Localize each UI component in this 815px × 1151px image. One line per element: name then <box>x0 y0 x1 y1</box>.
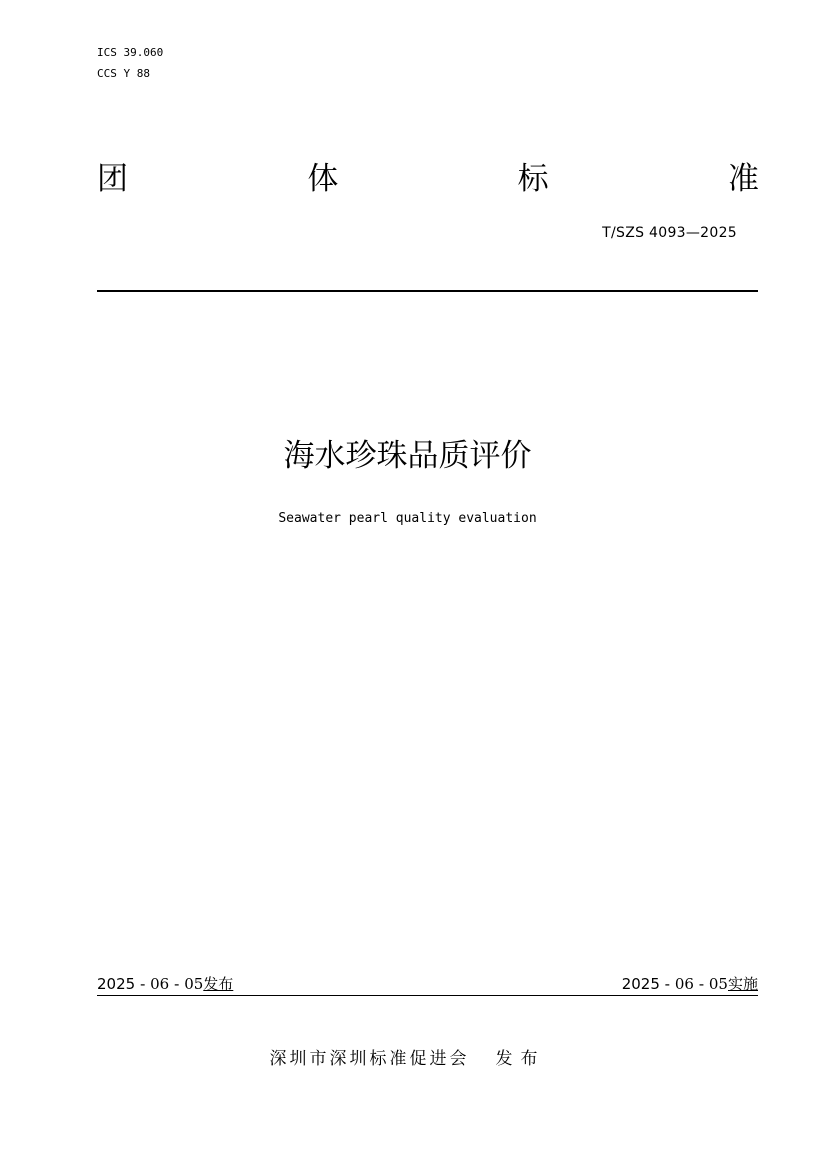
ics-code: ICS 39.060 <box>97 46 164 59</box>
bottom-divider <box>97 995 758 996</box>
publish-year: 2025 <box>97 975 136 993</box>
classification-codes <box>97 42 163 84</box>
implement-day: 05 <box>708 975 728 993</box>
publish-sep-1: - <box>135 975 151 993</box>
implement-sep-2: - <box>693 975 709 993</box>
publisher-line <box>0 1047 815 1071</box>
standard-type-char-2: 体 <box>307 161 339 197</box>
top-divider <box>97 290 758 292</box>
title-english: Seawater pearl quality evaluation <box>278 511 537 526</box>
publish-day: 05 <box>184 975 204 993</box>
standard-type-char-4: 准 <box>727 161 759 197</box>
publish-date-value <box>97 975 203 993</box>
publisher-name: 深圳市深圳标准促进会 <box>269 1049 470 1069</box>
standard-type-heading <box>97 160 759 198</box>
standard-number: T/SZS 4093—2025 <box>602 225 737 241</box>
implement-date <box>622 974 758 994</box>
implement-date-value <box>622 975 728 993</box>
ccs-code: CCS Y 88 <box>97 67 150 80</box>
implement-sep-1: - <box>659 975 675 993</box>
standard-type-char-1: 团 <box>97 161 128 197</box>
publish-sep-2: - <box>169 975 185 993</box>
publish-label: 发布 <box>203 975 234 993</box>
title-chinese: 海水珍珠品质评价 <box>283 438 532 474</box>
standard-type-char-3: 标 <box>517 161 549 197</box>
date-row <box>97 974 758 994</box>
publisher-action: 发布 <box>495 1049 546 1069</box>
publish-date <box>97 974 233 994</box>
publish-month: 06 <box>150 975 170 993</box>
implement-month: 06 <box>674 975 694 993</box>
implement-year: 2025 <box>621 975 660 993</box>
implement-label: 实施 <box>727 975 758 993</box>
